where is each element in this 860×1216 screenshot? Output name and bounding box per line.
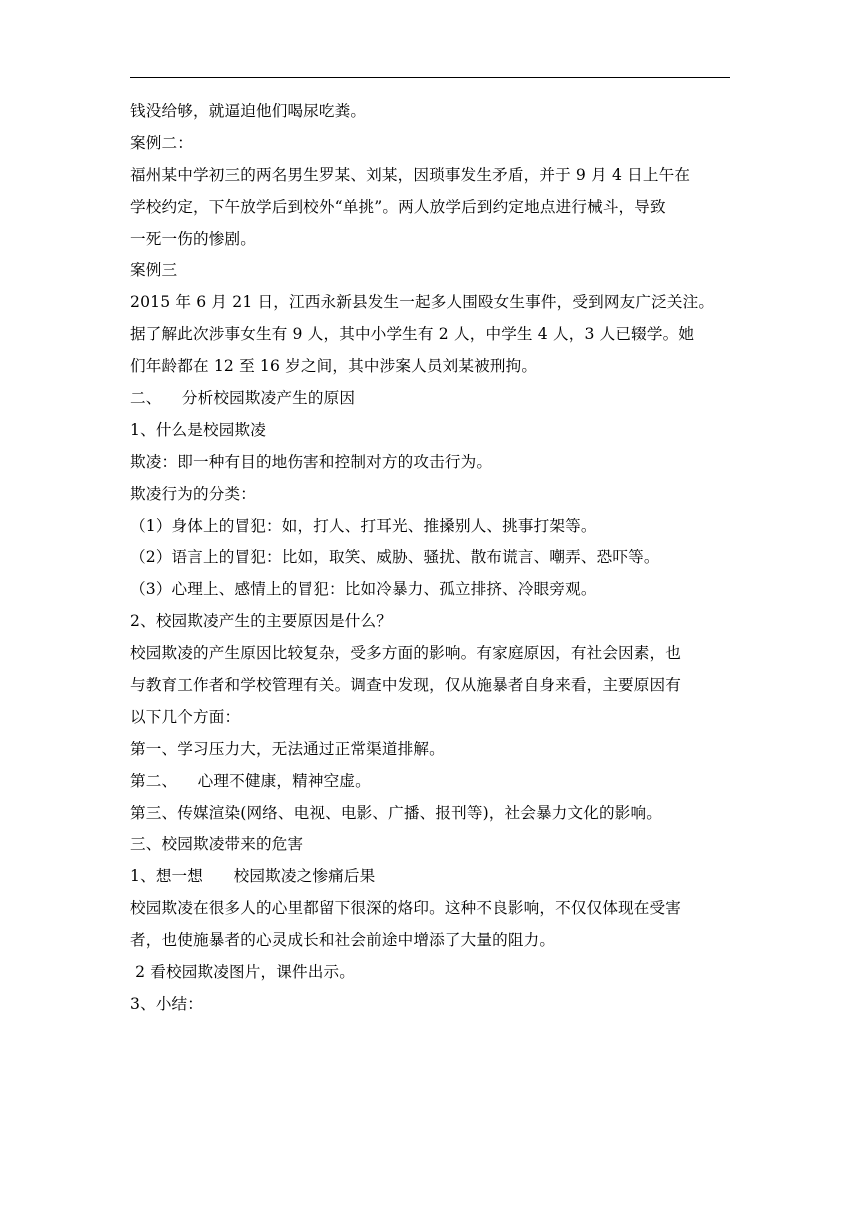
body-line: 们年龄都在 12 至 16 岁之间，其中涉案人员刘某被刑拘。 [130, 357, 538, 376]
body-line: 福州某中学初三的两名男生罗某、刘某，因琐事发生矛盾，并于 9 月 4 日上午在 [130, 165, 691, 184]
body-line: 校园欺凌的产生原因比较复杂，受多方面的影响。有家庭原因，有社会因素，也 [130, 644, 682, 663]
body-line: 以下几个方面： [130, 707, 241, 726]
section-heading: 三、校园欺凌带来的危害 [130, 835, 304, 854]
subsection-heading: 1、什么是校园欺凌 [130, 420, 267, 439]
subsection-heading: 3、小结： [130, 994, 204, 1013]
subsection-heading: 1、想一想 校园欺凌之惨痛后果 [130, 867, 376, 886]
list-item: 第一、学习压力大，无法通过正常渠道排解。 [130, 739, 445, 758]
case-heading: 案例三 [130, 261, 178, 280]
section-heading: 二、 分析校园欺凌产生的原因 [130, 389, 356, 408]
body-line: 学校约定，下午放学后到校外“单挑”。两人放学后到约定地点进行械斗，导致 [130, 197, 666, 216]
body-line: 2 看校园欺凌图片，课件出示。 [130, 963, 355, 982]
list-item: （1）身体上的冒犯：如，打人、打耳光、推搡别人、挑事打架等。 [130, 516, 597, 535]
header-rule [130, 77, 730, 78]
case-heading: 案例二： [130, 133, 193, 152]
list-item: （2）语言上的冒犯：比如，取笑、威胁、骚扰、散布谎言、嘲弄、恐吓等。 [130, 548, 660, 567]
list-item: 第三、传媒渲染(网络、电视、电影、广播、报刊等)，社会暴力文化的影响。 [130, 803, 663, 822]
list-item: （3）心理上、感情上的冒犯：比如冷暴力、孤立排挤、冷眼旁观。 [130, 580, 597, 599]
document-body [130, 96, 740, 1021]
subsection-heading: 2、校园欺凌产生的主要原因是什么？ [130, 612, 392, 631]
body-line: 据了解此次涉事女生有 9 人，其中小学生有 2 人，中学生 4 人，3 人已辍学。她 [130, 325, 695, 344]
list-item: 第二、 心理不健康，精神空虚。 [130, 771, 371, 790]
body-line: 欺凌：即一种有目的地伤害和控制对方的攻击行为。 [130, 452, 493, 471]
body-line: 一死一伤的惨剧。 [130, 229, 256, 248]
body-line: 2015 年 6 月 21 日，江西永新县发生一起多人围殴女生事件，受到网友广泛关注。 [130, 293, 715, 312]
body-line: 欺凌行为的分类： [130, 484, 256, 503]
body-line: 校园欺凌在很多人的心里都留下很深的烙印。这种不良影响，不仅仅体现在受害 [130, 899, 682, 918]
body-line: 钱没给够，就逼迫他们喝尿吃粪。 [130, 102, 367, 120]
body-line: 与教育工作者和学校管理有关。调查中发现，仅从施暴者自身来看，主要原因有 [130, 676, 682, 695]
body-line: 者，也使施暴者的心灵成长和社会前途中增添了大量的阻力。 [130, 931, 556, 950]
